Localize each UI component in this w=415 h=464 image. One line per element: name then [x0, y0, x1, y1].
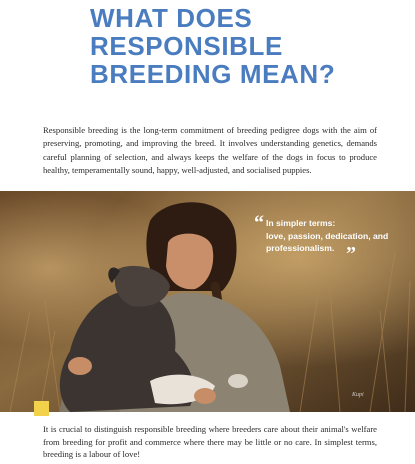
- pull-quote: [254, 212, 402, 265]
- quote-close-mark: ”: [346, 242, 356, 265]
- quote-open-mark: “: [254, 212, 264, 234]
- title-line-3: BREEDING MEAN?: [90, 59, 336, 89]
- accent-square: [34, 401, 49, 416]
- title-line-2: RESPONSIBLE: [90, 31, 283, 61]
- quote-line-1: In simpler terms:: [266, 218, 336, 228]
- title-line-1: WHAT DOES: [90, 3, 253, 33]
- intro-paragraph: Responsible breeding is the long-term commitment of breeding pedigree dogs with the aim of preserving, promoting, and improving the breed. It involves understanding genetics, demands careful planning of selection, and always keeps the welfare of the dogs in focus to produce healthy, temperamentally sound, happy, well-adjusted, and socialised puppies.: [43, 125, 377, 175]
- quote-line-3: professionalism.: [266, 243, 335, 253]
- quote-line-2: love, passion, dedication, and: [266, 230, 389, 241]
- outro-paragraph: It is crucial to distinguish responsible breeding where breeders care about their animal's welfare from breeding for profit and commerce where there may be little or no care. In simplest terms, breeding is a labour of love!: [43, 424, 377, 460]
- page-title: [90, 4, 390, 88]
- photographer-signature: Kupi: [352, 392, 364, 398]
